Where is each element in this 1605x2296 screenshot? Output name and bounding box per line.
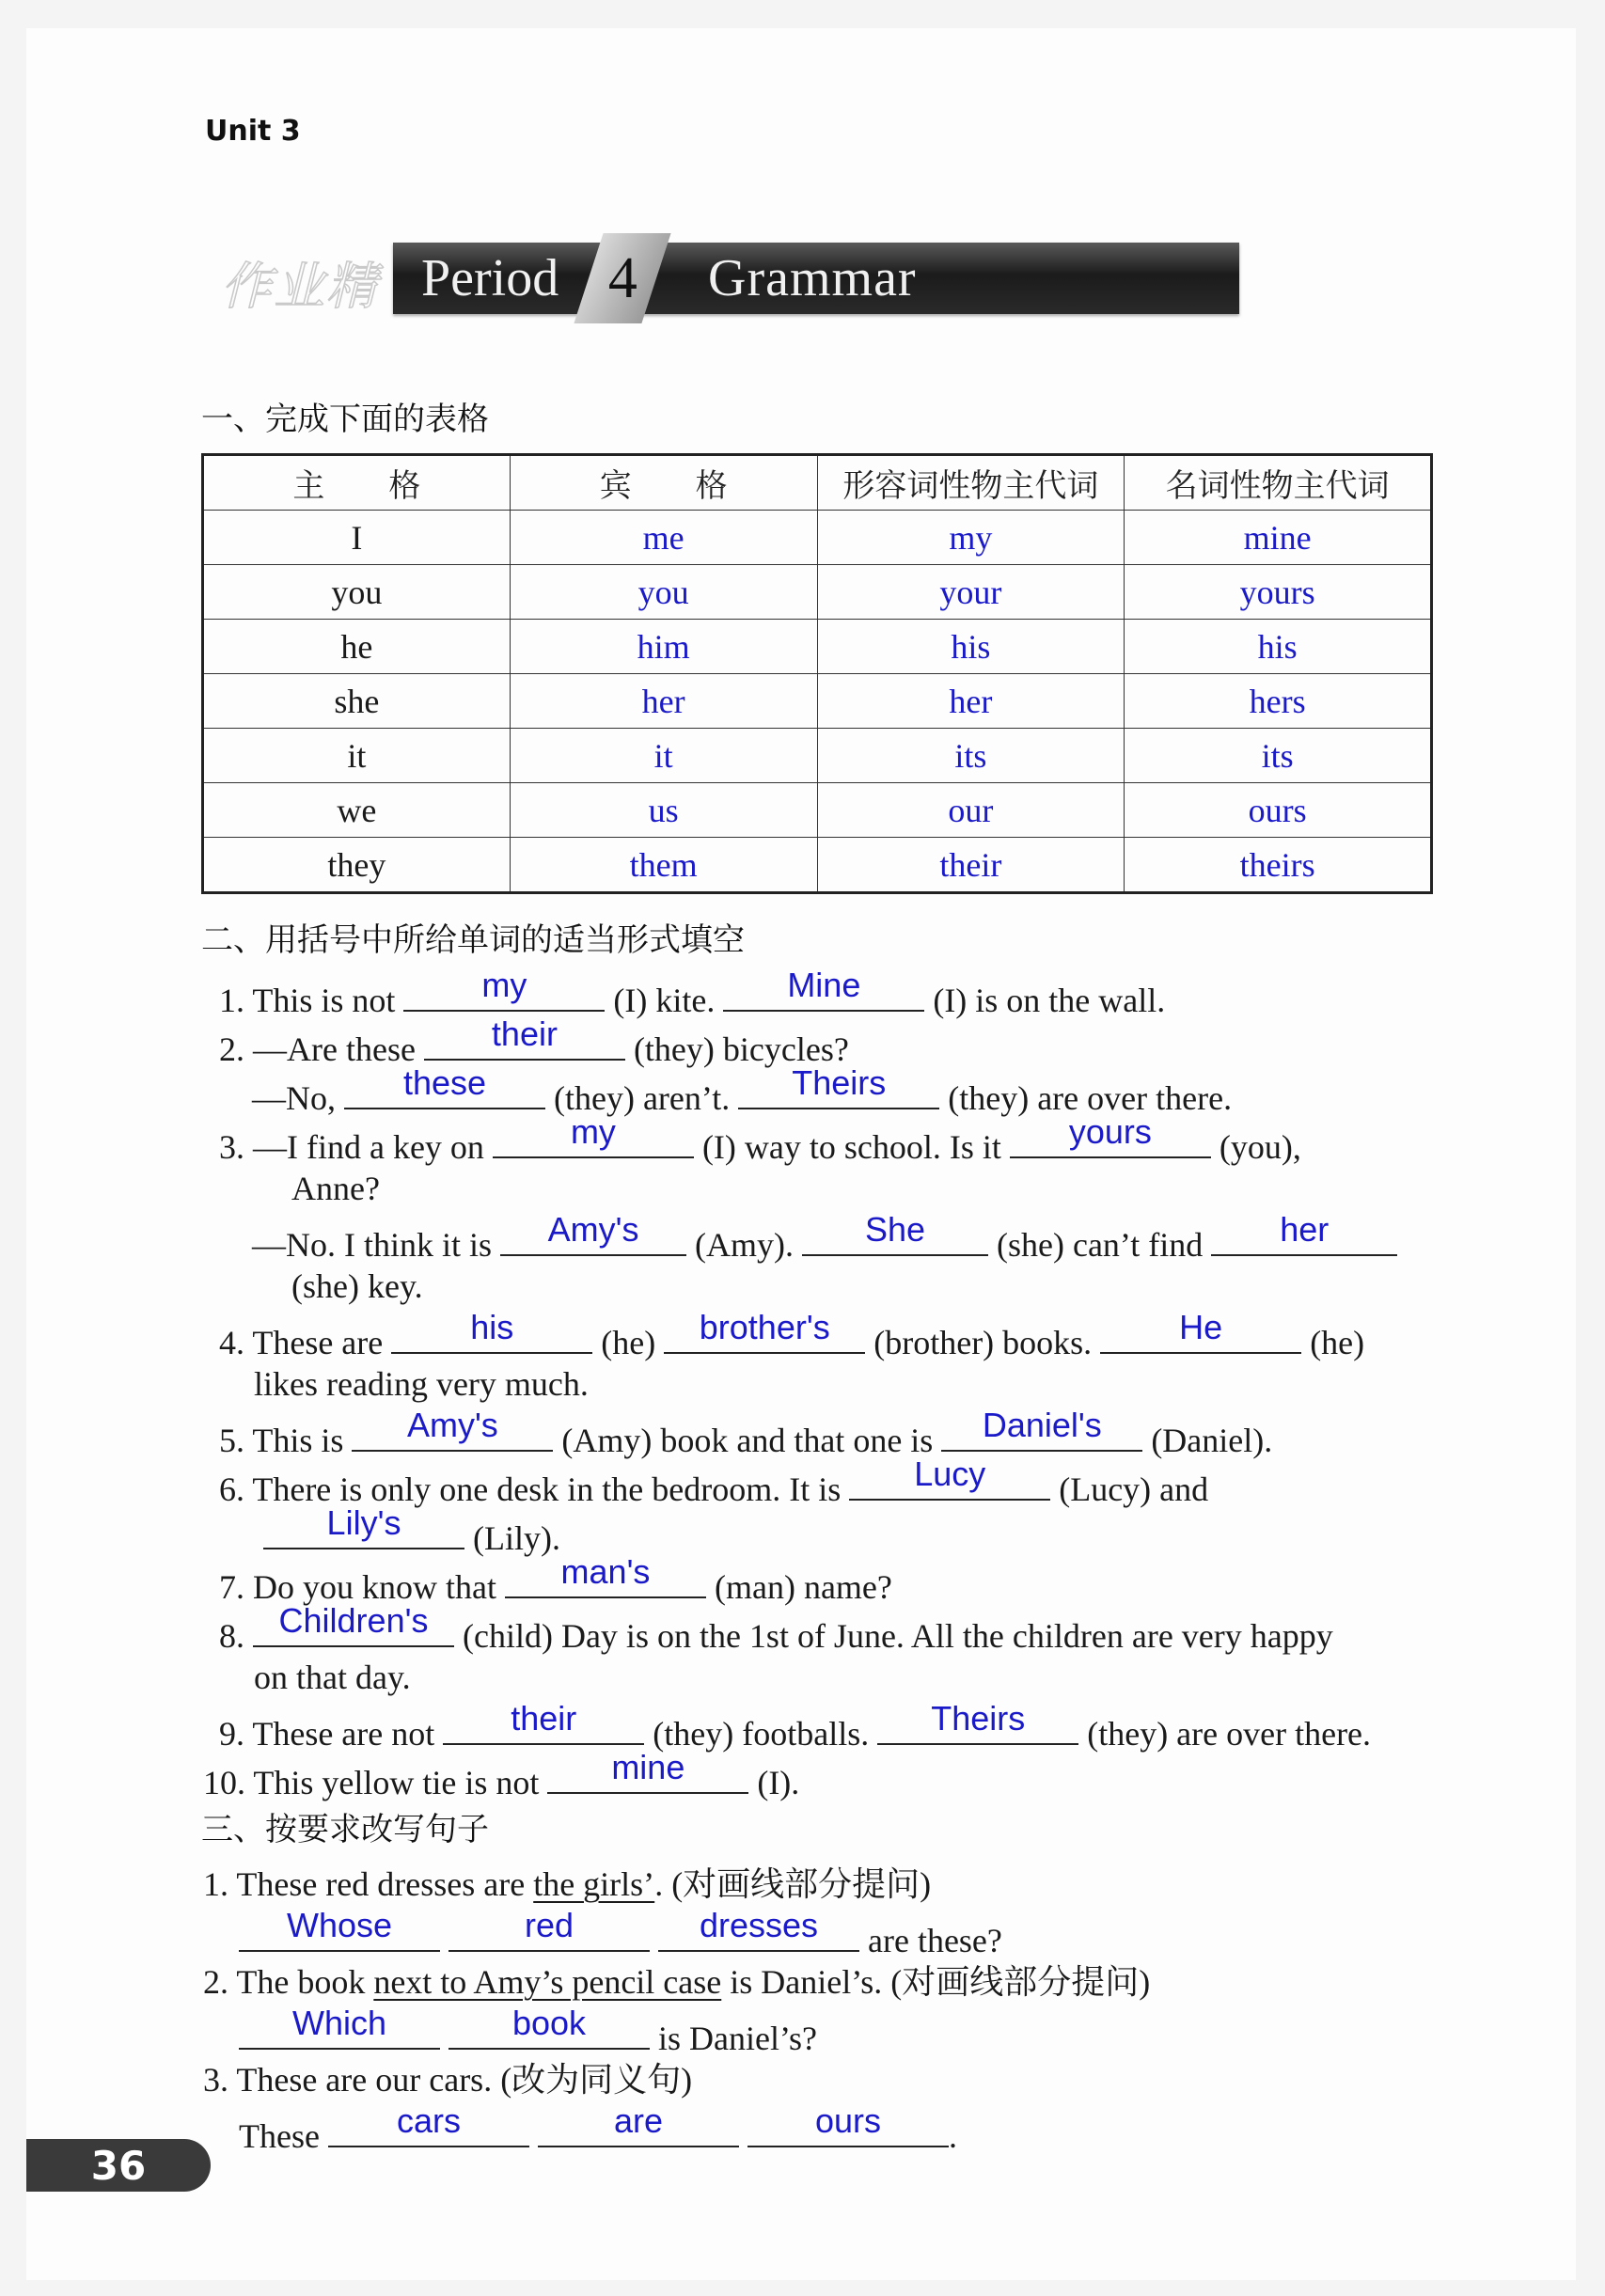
q-text: . (对画线部分提问) [654,1865,932,1903]
q-text: (Daniel). [1151,1422,1273,1459]
answer-blank[interactable] [344,1063,545,1109]
answer-cell: theirs [1125,838,1432,893]
q-text: (Amy). [695,1226,794,1264]
table-row [203,620,1432,674]
q-text: 6. There is only one desk in the bedroom. It is [219,1470,842,1508]
q-text: 10. This yellow tie is not [203,1764,540,1801]
answer-blank[interactable] [328,2101,529,2147]
q-text: (he) [1310,1324,1365,1361]
answer-cell: you [510,565,817,620]
section1-title: 一、完成下面的表格 [201,401,489,438]
page-number: 36 [26,2139,211,2192]
q-text: (child) Day is on the 1st of June. All the children are very happy [463,1617,1333,1655]
q-text: 2. The book [203,1963,366,2001]
q-text: 8. [219,1617,244,1655]
question-2-8-cont [254,1657,411,1698]
table-cell: she [203,674,511,729]
q-text: is Daniel’s? [658,2020,817,2057]
question-2-3-cont [291,1168,380,1209]
answer-blank[interactable] [747,2101,949,2147]
answer-cell: them [510,838,817,893]
answer-cell: us [510,783,817,838]
q-text: (he) [601,1324,656,1361]
q-text: (they) footballs. [653,1715,870,1753]
answer: dresses [699,1906,819,1944]
q-text: (they) aren’t. [554,1079,731,1117]
table-header-row [203,455,1432,511]
answer: book [511,2004,587,2042]
q-text: (they) bicycles? [633,1030,849,1068]
q-text: (you), [1219,1128,1301,1166]
table-cell: we [203,783,511,838]
header-adj-possessive: 形容词性物主代词 [817,455,1125,511]
question-2-9 [219,1699,1372,1754]
q-text: are these? [868,1922,1002,1959]
table-cell: he [203,620,511,674]
answer-blank[interactable] [239,1906,440,1952]
answer: yours [1068,1112,1152,1151]
answer: my [481,966,527,1004]
answer: their [491,1014,558,1053]
answer-cell: our [817,783,1125,838]
q-text: (she) key. [291,1267,423,1305]
period-number: 4 [607,245,637,310]
question-2-1 [219,966,1166,1021]
answer: mine [611,1748,685,1786]
pronoun-table [201,453,1433,894]
answer-blank[interactable] [658,1906,859,1952]
period-number-badge [574,233,670,323]
question-3-2-answer [239,2004,817,2059]
answer-blank[interactable] [538,2101,739,2147]
q-text: —No. I think it is [252,1226,493,1264]
answer: Daniel's [982,1406,1102,1444]
answer-blank[interactable] [239,2004,440,2050]
section2-title: 二、用括号中所给单词的适当形式填空 [201,921,745,959]
q-text: . [948,2117,957,2155]
answer: their [511,1699,577,1738]
answer: ours [814,2101,881,2140]
answer-blank[interactable] [443,1699,644,1745]
q-text: (she) can’t find [997,1226,1204,1264]
table-row [203,729,1432,783]
q-text: (I) way to school. Is it [701,1128,1001,1166]
answer-blank[interactable] [547,1748,748,1794]
answer-blank[interactable] [1010,1112,1211,1158]
answer-blank[interactable] [664,1308,865,1354]
q-text: 1. This is not [219,982,396,1019]
q-text: 9. These are not [219,1715,435,1753]
q-text: (they) are over there. [1087,1715,1372,1753]
table-cell: they [203,838,511,893]
answer-blank[interactable] [1211,1210,1397,1256]
q-text: 3. —I find a key on [219,1128,484,1166]
q-text: (Lucy) and [1059,1470,1209,1508]
answer-blank[interactable] [391,1308,592,1354]
question-3-1 [203,1864,931,1905]
answer-cell: your [817,565,1125,620]
table-row [203,783,1432,838]
question-2-10 [203,1748,800,1803]
answer-cell: their [817,838,1125,893]
question-3-3 [203,2059,692,2100]
question-2-3-cont2 [291,1266,423,1307]
table-cell: I [203,511,511,565]
q-text: (Lily). [473,1519,560,1557]
q-text: Anne? [291,1170,380,1207]
answer: Lily's [326,1503,401,1542]
answer-cell: his [817,620,1125,674]
q-text: 2. —Are these [219,1030,416,1068]
answer-cell: yours [1125,565,1432,620]
answer: Whose [286,1906,393,1944]
answer-cell: its [1125,729,1432,783]
table-cell: it [203,729,511,783]
answer: Theirs [931,1699,1026,1738]
q-text: —No, [252,1079,336,1117]
answer-blank[interactable] [723,966,924,1012]
answer: brother's [699,1308,830,1346]
q-text: 3. These are our cars. (改为同义句) [203,2061,693,2099]
table-row [203,511,1432,565]
q-text: (I). [757,1764,800,1801]
answer-blank[interactable] [941,1406,1142,1452]
answer: Amy's [547,1210,639,1249]
answer: cars [396,2101,461,2140]
answer: her [1280,1210,1330,1249]
section3-title: 三、按要求改写句子 [201,1811,489,1848]
q-text: (I) kite. [613,982,716,1019]
q-text: is Daniel’s. (对画线部分提问) [730,1963,1151,2001]
unit-label: Unit 3 [205,115,301,148]
answer: Lucy [914,1455,986,1493]
q-text: (brother) books. [873,1324,1093,1361]
q-text: 4. These are [219,1324,384,1361]
answer-cell: my [817,511,1125,565]
answer-cell: its [817,729,1125,783]
question-3-3-answer [239,2101,957,2157]
answer-cell: hers [1125,674,1432,729]
question-3-1-answer [239,1906,1002,1961]
period-label: Period [421,249,559,307]
answer: He [1179,1308,1223,1346]
answer: his [470,1308,514,1346]
answer-blank[interactable] [500,1210,686,1256]
answer-blank[interactable] [352,1406,553,1452]
answer: man's [560,1552,651,1591]
answer-blank[interactable] [505,1552,706,1598]
underlined-text: next to Amy’s pencil case [373,1963,722,2001]
answer-blank[interactable] [253,1601,454,1647]
answer-cell: mine [1125,511,1432,565]
answer-cell: him [510,620,817,674]
answer-blank[interactable] [448,1906,650,1952]
answer: Amy's [406,1406,498,1444]
underlined-text: the girls’ [533,1865,655,1903]
answer-blank[interactable] [493,1112,694,1158]
answer-blank[interactable] [738,1063,939,1109]
period-banner [393,243,1239,314]
q-text: on that day. [254,1659,411,1696]
answer-cell: his [1125,620,1432,674]
answer-blank[interactable] [802,1210,988,1256]
answer-blank[interactable] [1100,1308,1301,1354]
q-text: 1. These red dresses are [203,1865,526,1903]
header-object: 宾 格 [510,455,817,511]
answer-blank[interactable] [877,1699,1078,1745]
answer-blank[interactable] [849,1455,1050,1501]
answer-cell: her [510,674,817,729]
question-2-5 [219,1406,1273,1461]
answer: Mine [787,966,861,1004]
answer: Theirs [792,1063,887,1102]
period-title: Grammar [708,249,917,307]
answer: Children's [278,1601,429,1640]
header-noun-possessive: 名词性物主代词 [1125,455,1432,511]
answer: Which [291,2004,387,2042]
answer-blank[interactable] [448,2004,650,2050]
q-text: These [239,2117,320,2155]
answer-blank[interactable] [424,1014,625,1061]
answer: these [402,1063,487,1102]
question-2-3-reply [252,1210,1397,1266]
q-text: 7. Do you know that [219,1568,496,1606]
q-text: 5. This is [219,1422,344,1459]
table-row [203,565,1432,620]
answer-cell: her [817,674,1125,729]
q-text: (man) name? [714,1568,892,1606]
answer: are [613,2101,663,2140]
q-text: likes reading very much. [254,1365,589,1403]
q-text: (Amy) book and that one is [561,1422,934,1459]
header-subject: 主 格 [203,455,511,511]
question-2-3 [219,1112,1301,1168]
watermark: 作业精 [221,257,379,316]
answer: red [524,1906,574,1944]
answer-cell: me [510,511,817,565]
q-text: (I) is on the wall. [933,982,1166,1019]
question-3-2 [203,1961,1150,2003]
answer: my [570,1112,616,1151]
answer-blank[interactable] [263,1503,464,1549]
question-2-4-cont [254,1363,589,1405]
table-row [203,838,1432,893]
question-2-4 [219,1308,1365,1363]
answer: She [864,1210,926,1249]
answer-blank[interactable] [403,966,605,1012]
question-2-8 [219,1601,1333,1657]
q-text: (they) are over there. [948,1079,1233,1117]
table-row [203,674,1432,729]
answer-cell: ours [1125,783,1432,838]
answer-cell: it [510,729,817,783]
table-cell: you [203,565,511,620]
